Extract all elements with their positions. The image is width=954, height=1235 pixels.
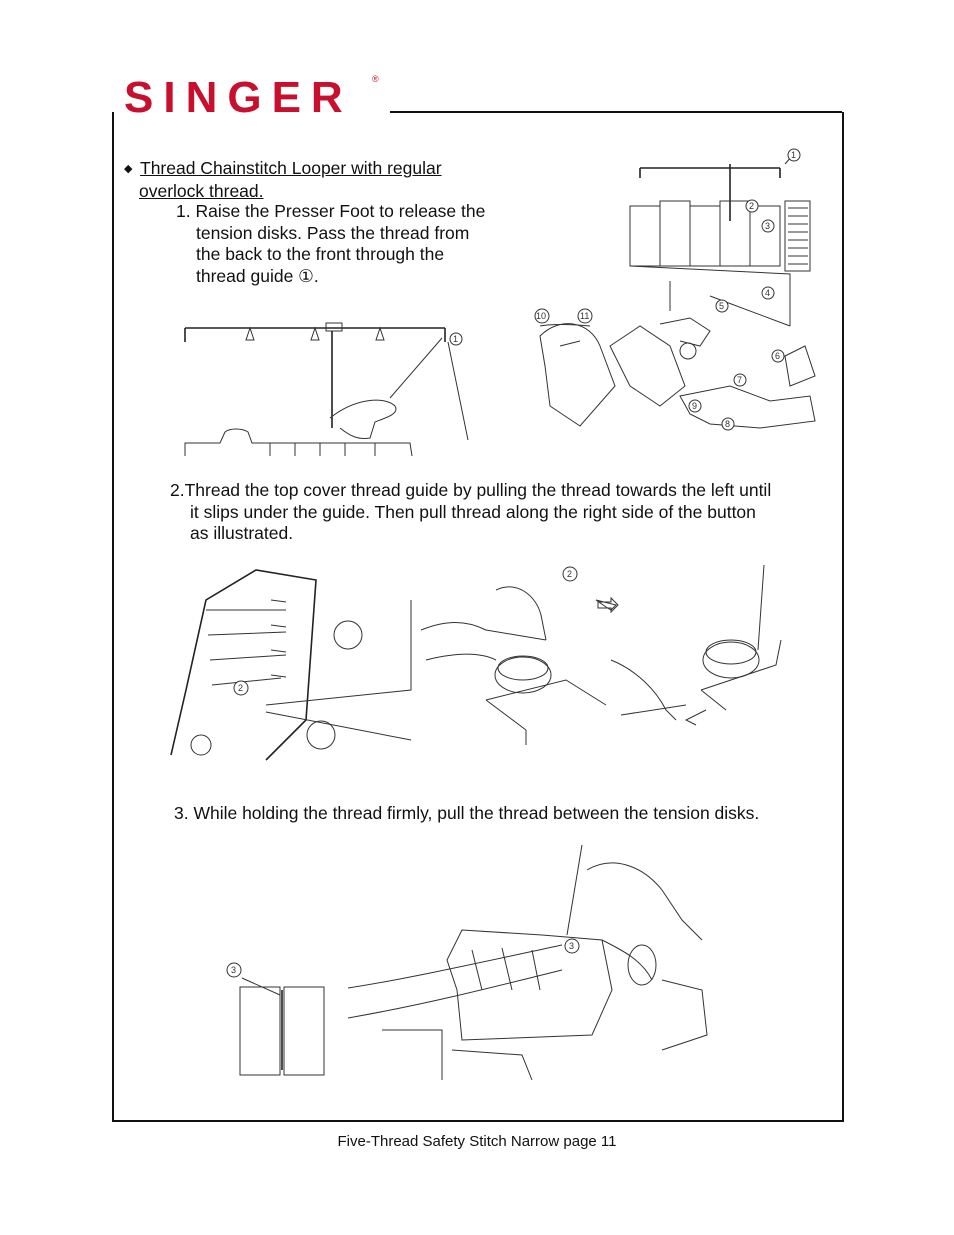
fig2-callout-8: 8 (725, 419, 731, 429)
fig2-callout-4: 4 (765, 288, 771, 298)
page-footer: Five-Thread Safety Stitch Narrow page 11 (337, 1133, 617, 1150)
fig2-callout-3: 3 (765, 221, 771, 231)
cover-thread-guide-figure (166, 560, 786, 765)
bullet-icon: ◆ (124, 163, 133, 175)
threading-path-figure (530, 146, 822, 444)
fig2-callout-11: 11 (580, 311, 590, 321)
heading-line-1: Thread Chainstitch Looper with regular (140, 158, 442, 178)
step-1-line-1: 1. Raise the Presser Foot to release the (176, 201, 486, 221)
section-heading (124, 158, 504, 202)
step-2 (170, 480, 820, 545)
fig2-callout-7: 7 (737, 375, 743, 385)
step-1 (176, 201, 516, 287)
fig2-callout-10: 10 (536, 311, 547, 321)
logo-text: SINGER (124, 73, 353, 120)
step-3-line-1: 3. While holding the thread firmly, pull the thread between the tension disks. (174, 803, 760, 823)
step-2-line-2: it slips under the guide. Then pull thread along the right side of the button (190, 501, 756, 522)
fig2-callout-9: 9 (692, 401, 698, 411)
fig4-right-callout-3: 3 (569, 941, 575, 951)
fig2-callout-1: 1 (791, 150, 797, 160)
step-2-line-3: as illustrated. (190, 523, 294, 543)
fig3-arrow-callout-2: 2 (567, 569, 573, 579)
step-3 (174, 803, 824, 825)
logo-registered-mark: ® (372, 74, 379, 84)
fig3-callout-2: 2 (238, 683, 244, 693)
fig2-callout-2: 2 (749, 201, 755, 211)
fig1-callout-1: 1 (453, 334, 459, 344)
fig2-callout-5: 5 (719, 301, 725, 311)
heading-line-2: overlock thread. (139, 180, 264, 201)
step-1-line-4: thread guide ①. (196, 265, 319, 286)
step-2-line-1: 2.Thread the top cover thread guide by pulling the thread towards the left until (170, 480, 772, 500)
tension-disks-figure (222, 840, 712, 1085)
step-1-line-3: the back to the front through the (196, 244, 445, 264)
step-1-line-2: tension disks. Pass the thread from (196, 222, 470, 243)
fig2-callout-6: 6 (775, 351, 781, 361)
fig4-left-callout-3: 3 (231, 965, 237, 975)
thread-stand-figure (180, 318, 470, 460)
